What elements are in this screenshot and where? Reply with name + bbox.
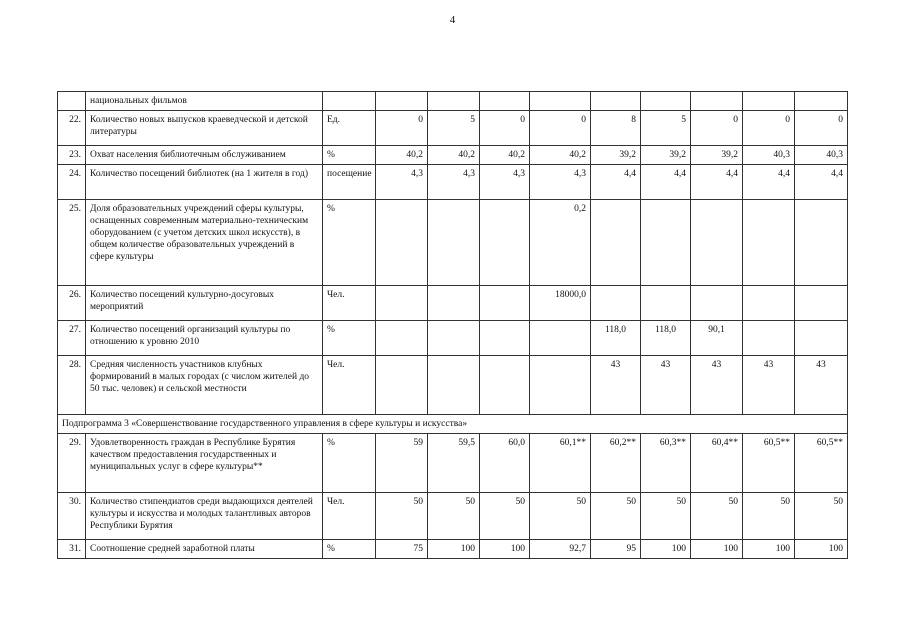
value-cell: 60,5**: [743, 434, 795, 493]
indicator-name: Количество посещений библиотек (на 1 жителя в год): [86, 165, 323, 200]
value-cell: 40,2: [530, 146, 591, 165]
value-cell: [743, 200, 795, 286]
value-cell: [691, 200, 743, 286]
value-cell: 4,4: [743, 165, 795, 200]
value-cell: 59: [376, 434, 428, 493]
value-cell: [795, 286, 848, 321]
value-cell: 50: [428, 493, 480, 540]
table-row: [58, 146, 848, 165]
value-cell: 43: [795, 356, 848, 415]
value-cell: 4,3: [428, 165, 480, 200]
value-cell: 75: [376, 540, 428, 559]
table-row: [58, 165, 848, 200]
value-cell: 40,2: [428, 146, 480, 165]
indicator-name: национальных фильмов: [86, 92, 323, 111]
value-cell: [480, 200, 530, 286]
table-row: [58, 92, 848, 111]
value-cell: 4,3: [530, 165, 591, 200]
value-cell: 4,4: [591, 165, 641, 200]
value-cell: 95: [591, 540, 641, 559]
unit-cell: Чел.: [323, 493, 376, 540]
value-cell: [591, 92, 641, 111]
indicator-name: Количество стипендиатов среди выдающихся деятелей культуры и искусства и молодых талантливых авторов Республики Бурятия: [86, 493, 323, 540]
table-row: [58, 434, 848, 493]
value-cell: [641, 200, 691, 286]
value-cell: 5: [641, 111, 691, 146]
value-cell: 43: [743, 356, 795, 415]
unit-cell: Ед.: [323, 111, 376, 146]
value-cell: 50: [376, 493, 428, 540]
value-cell: 92,7: [530, 540, 591, 559]
value-cell: 50: [591, 493, 641, 540]
value-cell: [641, 92, 691, 111]
unit-cell: %: [323, 434, 376, 493]
table-row: [58, 540, 848, 559]
table-row: [58, 286, 848, 321]
value-cell: 4,4: [691, 165, 743, 200]
subprogram-row: [58, 415, 848, 434]
value-cell: [428, 92, 480, 111]
indicator-name: Количество новых выпусков краеведческой и детской литературы: [86, 111, 323, 146]
value-cell: 118,0: [591, 321, 641, 356]
value-cell: 50: [743, 493, 795, 540]
value-cell: 90,1: [691, 321, 743, 356]
value-cell: 39,2: [591, 146, 641, 165]
indicator-name: Количество посещений культурно-досуговых мероприятий: [86, 286, 323, 321]
value-cell: 4,4: [795, 165, 848, 200]
row-number: 30.: [58, 493, 86, 540]
row-number: 25.: [58, 200, 86, 286]
row-number: 31.: [58, 540, 86, 559]
value-cell: 60,3**: [641, 434, 691, 493]
value-cell: 60,5**: [795, 434, 848, 493]
value-cell: [428, 321, 480, 356]
value-cell: [743, 321, 795, 356]
unit-cell: %: [323, 146, 376, 165]
unit-cell: [323, 92, 376, 111]
unit-cell: %: [323, 200, 376, 286]
value-cell: [795, 200, 848, 286]
value-cell: 4,3: [480, 165, 530, 200]
value-cell: 60,2**: [591, 434, 641, 493]
indicator-name: Охват населения библиотечным обслуживанием: [86, 146, 323, 165]
indicator-name: Доля образовательных учреждений сферы культуры, оснащенных современным материально-техническим оборудованием (с учетом детских школ искусств), в общем количестве образовательных учреждений в сфере культуры: [86, 200, 323, 286]
value-cell: 100: [743, 540, 795, 559]
row-number: 26.: [58, 286, 86, 321]
value-cell: 39,2: [691, 146, 743, 165]
unit-cell: Чел.: [323, 356, 376, 415]
unit-cell: Чел.: [323, 286, 376, 321]
value-cell: 4,3: [376, 165, 428, 200]
value-cell: 5: [428, 111, 480, 146]
value-cell: 50: [795, 493, 848, 540]
value-cell: 100: [641, 540, 691, 559]
subprogram-title: Подпрограмма 3 «Совершенствование государственного управления в сфере культуры и искусства»: [58, 415, 848, 434]
value-cell: [428, 200, 480, 286]
value-cell: [591, 200, 641, 286]
value-cell: 50: [641, 493, 691, 540]
table-row: [58, 321, 848, 356]
value-cell: [480, 321, 530, 356]
row-number: 28.: [58, 356, 86, 415]
value-cell: 50: [480, 493, 530, 540]
indicator-name: Соотношение средней заработной платы: [86, 540, 323, 559]
table-row: [58, 200, 848, 286]
value-cell: 100: [691, 540, 743, 559]
value-cell: 43: [691, 356, 743, 415]
value-cell: [641, 286, 691, 321]
unit-cell: %: [323, 540, 376, 559]
value-cell: [691, 92, 743, 111]
unit-cell: %: [323, 321, 376, 356]
value-cell: 0: [795, 111, 848, 146]
value-cell: [376, 321, 428, 356]
value-cell: 60,1**: [530, 434, 591, 493]
value-cell: 60,4**: [691, 434, 743, 493]
indicator-name: Средняя численность участников клубных формирований в малых городах (с числом жителей до 50 тыс. человек) и сельской местности: [86, 356, 323, 415]
value-cell: [480, 92, 530, 111]
value-cell: [376, 356, 428, 415]
indicator-name: Удовлетворенность граждан в Республике Бурятия качеством предоставления государственных и муниципальных услуг в сфере культуры**: [86, 434, 323, 493]
value-cell: 40,3: [743, 146, 795, 165]
value-cell: 50: [691, 493, 743, 540]
row-number: [58, 92, 86, 111]
indicator-name: Количество посещений организаций культуры по отношению к уровню 2010: [86, 321, 323, 356]
value-cell: 40,3: [795, 146, 848, 165]
row-number: 29.: [58, 434, 86, 493]
row-number: 23.: [58, 146, 86, 165]
value-cell: 43: [591, 356, 641, 415]
value-cell: 50: [530, 493, 591, 540]
value-cell: 0: [376, 111, 428, 146]
value-cell: [480, 286, 530, 321]
value-cell: 18000,0: [530, 286, 591, 321]
value-cell: 43: [641, 356, 691, 415]
value-cell: 40,2: [480, 146, 530, 165]
value-cell: 40,2: [376, 146, 428, 165]
row-number: 24.: [58, 165, 86, 200]
value-cell: 100: [428, 540, 480, 559]
value-cell: 60,0: [480, 434, 530, 493]
value-cell: [530, 92, 591, 111]
row-number: 27.: [58, 321, 86, 356]
value-cell: [743, 92, 795, 111]
value-cell: [795, 92, 848, 111]
table-row: [58, 493, 848, 540]
value-cell: [691, 286, 743, 321]
value-cell: [376, 92, 428, 111]
value-cell: 0: [743, 111, 795, 146]
value-cell: [428, 356, 480, 415]
value-cell: [530, 321, 591, 356]
value-cell: 0: [691, 111, 743, 146]
table-row: [58, 356, 848, 415]
value-cell: 0: [530, 111, 591, 146]
value-cell: [376, 286, 428, 321]
value-cell: 59,5: [428, 434, 480, 493]
row-number: 22.: [58, 111, 86, 146]
value-cell: 0: [480, 111, 530, 146]
value-cell: 39,2: [641, 146, 691, 165]
value-cell: 100: [480, 540, 530, 559]
value-cell: [530, 356, 591, 415]
value-cell: [428, 286, 480, 321]
value-cell: [591, 286, 641, 321]
page-number: 4: [449, 14, 456, 26]
value-cell: 4,4: [641, 165, 691, 200]
value-cell: 0,2: [530, 200, 591, 286]
value-cell: [743, 286, 795, 321]
value-cell: [376, 200, 428, 286]
value-cell: 100: [795, 540, 848, 559]
indicator-table: [57, 91, 848, 559]
value-cell: [795, 321, 848, 356]
value-cell: [480, 356, 530, 415]
table-row: [58, 111, 848, 146]
unit-cell: посещение: [323, 165, 376, 200]
value-cell: 8: [591, 111, 641, 146]
value-cell: 118,0: [641, 321, 691, 356]
